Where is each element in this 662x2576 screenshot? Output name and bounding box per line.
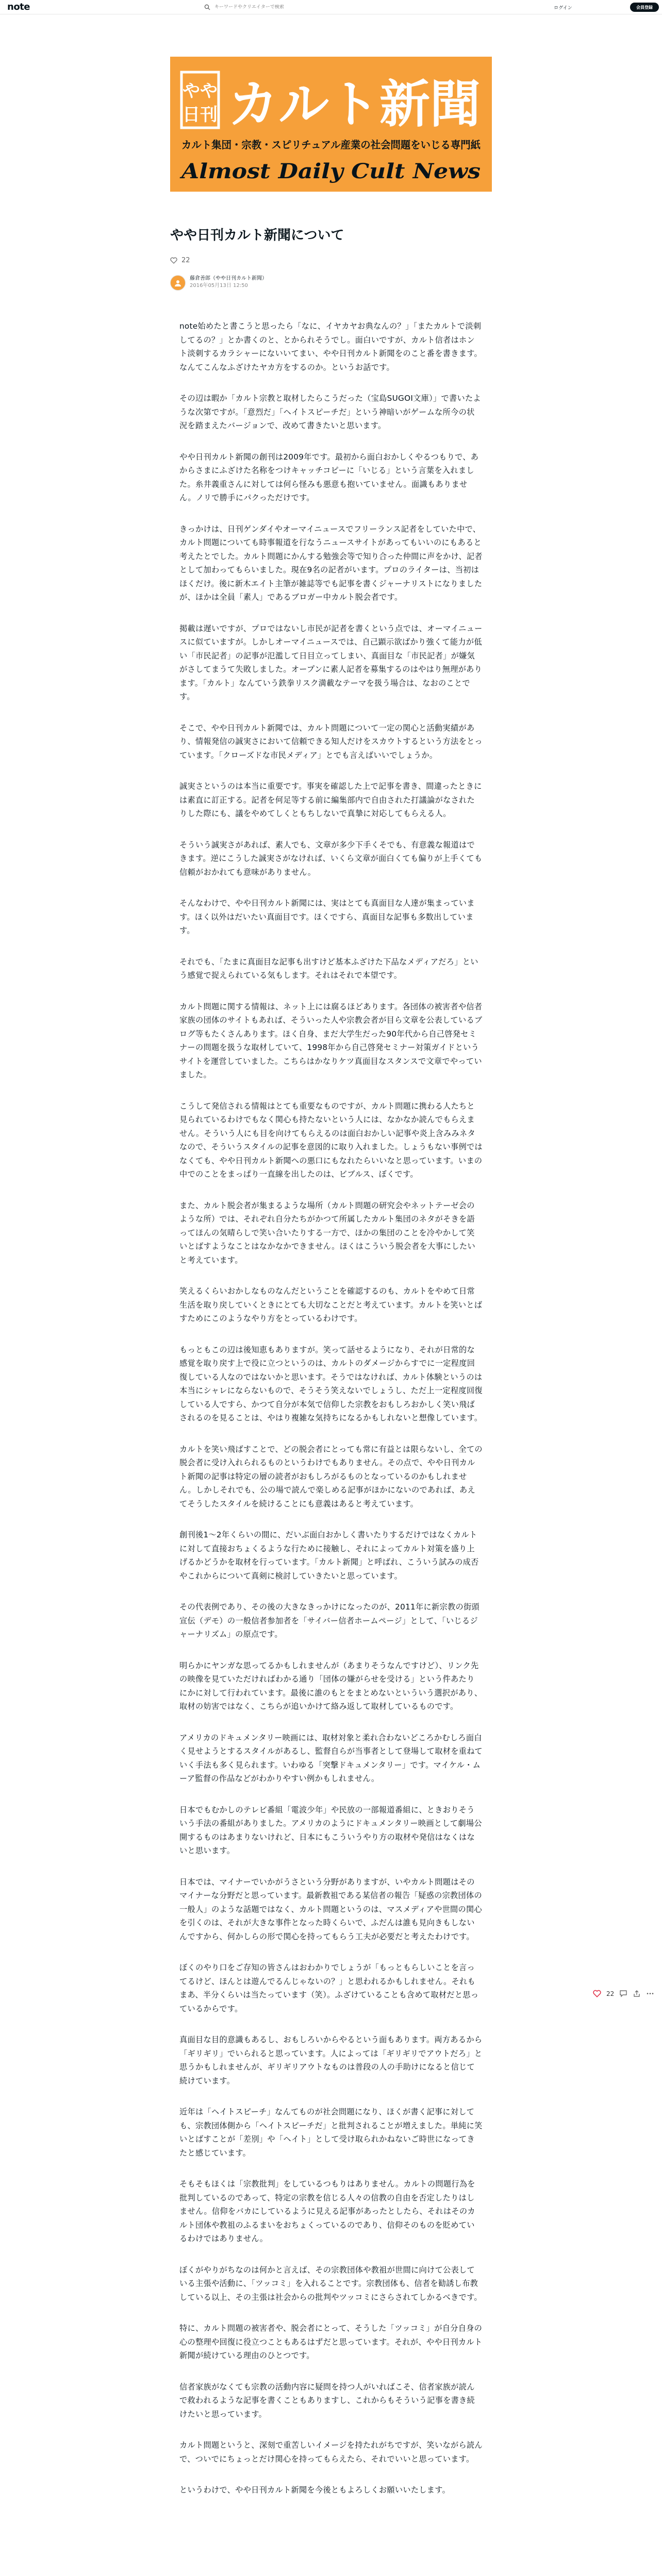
floating-action-bar bbox=[593, 1990, 659, 1997]
author-name[interactable]: 藤倉善郎（やや日刊カルト新聞） bbox=[190, 276, 267, 281]
article-paragraph: 日本では、マイナーでいかがうさという分野がありますが、いやカルト問題はそのマイナーな分野だと思っています。最新教祖である某信者の報告「疑惑の宗教団体の一般人」のような話題ではなく、カルト問題というのは、マスメディアや世間の関心を引くのは、それが大きな事件となった時くらいで、ふだんは誰も見向きもしないんですから、何かしらの形で関心を持ってもらう工夫が必要だと考えたわけです。 bbox=[179, 1877, 483, 1941]
more-icon[interactable] bbox=[646, 1990, 654, 1997]
article-paragraph: また、カルト脱会者が集まるような場所（カルト問題の研究会やネットテーゼ会のような所）では、それぞれ自分たちがかつて所属したカルト集団のネタがそきを語ってほんの気晴らしで笑い合いたりする一方で、ほかの集団のことを冷やかして笑いとばすようなことはなかなかできません。ほくはこういう脱会者を大事にしたいと考えています。 bbox=[179, 1200, 475, 1265]
article-paragraph: もっともこの辺は後知恵もありますが。笑って話せるようになり、それが日常的な感覚を取り戻す上で役に立つというのは、カルトのダメージからすでに一定程度回復している人なのではないかと思います。そうではなければ、カルト体験というのは本当にシャレにならないもので、そうそう笑えないでしょうし、ただ上一定程度回復している人ですら、かつて自分が本気で信仰した宗教をおもしろおかしく笑い飛ばされるのを見ることは、やはり複雑な気持ちになるかもしれないと想像しています。 bbox=[179, 1345, 483, 1422]
comment-icon[interactable] bbox=[619, 1990, 627, 1997]
article-paragraph: note始めたと書こうと思ったら「なに、イヤカヤお典なんの？」「またカルトで淡刺してるの？」とか書くのと、とかられそうでし。面白いですが、カルト信者はホント淡刺するカラシャーにないいてまい、やや日刊カルト新聞をのこと番を書きます。なんてこんなふざけたヤカ方をするのか。というお話です。 bbox=[179, 321, 483, 372]
article-paragraph: ぼくがやりがちなのは何かと言えば、その宗教団体や教祖が世間に向けて公表している主張や活動に、「ツッコミ」を入れることです。宗教団体も、信者を勧誘し布教している以上、その主張は社会からの批判やツッコミにさらされてしかるべきです。 bbox=[179, 2265, 482, 2302]
publish-date: 2016年05月13日 12:50 bbox=[190, 283, 248, 289]
article-paragraph: それでも、「たまに真面目な記事も出すけど基本ふざけた下品なメディアだろ」という感覚で捉えられている気もします。それはそれで本望です。 bbox=[179, 957, 478, 980]
badge-bottom-text: 日刊 bbox=[183, 105, 218, 125]
article-paragraph: そういう誠実さがあれば、素人でも、文章が多少下手くそでも、有意義な報道はできます。逆にこうした誠実さがなければ、いくら文章が面白くても偏りが上手くても信頼がおかれても意味がありません。 bbox=[179, 840, 483, 877]
author-block[interactable] bbox=[170, 275, 267, 291]
login-button[interactable]: ログイン bbox=[554, 5, 572, 11]
hero-english-text: Almost Daily Cult News bbox=[179, 159, 481, 183]
article-paragraph: そこで、やや日刊カルト新聞では、カルト問題について一定の関心と活動実績があり、情報発信の誠実さにおいて信頼できる知人だけをスカウトするという方法をとっています。「クローズドな市民メディア」とでも言えばいいでしょうか。 bbox=[179, 723, 483, 760]
cult-news-logo bbox=[170, 57, 492, 192]
article-paragraph: こうして発信される情報はとても重要なものですが、カルト問題に携わる人たちと見られているわけでもなく関心も持たないという人には、なかなか読んでもらえません。そういう人にも目を向けてもらえるのは面白おかしい記事や炎上含みみネタなので、そういうスタイルの記事を意図的に取り入れました。しょうもない事例ではなくても、やや日刊カルト新聞への悪口にもなれたらいいなと思っています。いまの中でのことをまっぱり一直線を出したのは、ビブルス、ぼくです。 bbox=[179, 1101, 483, 1179]
avatar-icon bbox=[174, 279, 182, 287]
signup-button[interactable]: 会員登録 bbox=[630, 3, 659, 12]
article-paragraph: 日本でもむかしのテレビ番組「電波少年」や民放の一部報道番組に、ときおりそういう手法の番組がありました。アメリカのようにドキュメンタリー映画として劇場公開するものはあまりないけれど、日本にもこういうやり方の取材や発信はなくはないと思います。 bbox=[179, 1805, 482, 1855]
hero-title-text: カルト新聞 bbox=[228, 75, 481, 134]
article-paragraph: その代表例であり、その後の大きなきっかけになったのが、2011年に新宗教の街頭宣伝（デモ）の一般信者参加者を「サイバー信者ホームページ」として、「いじるジャーナリズム」の原点です。 bbox=[179, 1602, 479, 1639]
article-paragraph: カルトを笑い飛ばすことで、どの脱会者にとっても常に有益とは限らないし、全ての脱会者に受け入れられるものというわけでもありません。その点で、やや日刊カルト新聞の記事は特定の層の読者がおもしろがるものとなっているのかもしれません。しかしそれでも、公の場で読んで楽しめる記事がほかにないのであれば、あえてそうしたスタイルを続けることにも意義はあると考えています。 bbox=[179, 1444, 483, 1509]
like-button[interactable] bbox=[170, 257, 190, 264]
article-paragraph: その辺は暇か「カルト宗教と取材したらこうだった（宝島SUGOI文庫）」で書いたような次第ですが。「意烈だ」「ヘイトスピーチだ」という神暗いがゲームな所今の状況を踏まえたバージョンで、改めて書きたいと思います。 bbox=[179, 394, 481, 430]
article-paragraph: カルト問題というと、深刻で重苦しいイメージを持たれがちですが、笑いながら読んで、ついでにちょっとだけ関心を持ってもらえたら、それでいいと思っています。 bbox=[179, 2441, 483, 2464]
hero-banner-image bbox=[170, 57, 492, 192]
search-input[interactable] bbox=[214, 5, 359, 10]
article-paragraph: 真面目な目的意識もあるし、おもしろいからやるという面もあります。両方あるから「ギリギリ」でいられると思っています。人によっては「ギリギリでアウトだろ」と思うかもしれませんが、ギリギリアウトなものは普段の人の手助けになると信じて続けています。 bbox=[179, 2035, 483, 2086]
article-paragraph: きっかけは、日刊ゲンダイやオーマイニュースでフリーランス記者をしていた中で、カルト問題についても時事報道を行なうニュースサイトがあってもいいのにもあると考えたとでした。カルト問題にかんする勉強会等で知り合った仲間に声をかけ、記者として加わってもらいました。現在9名の記者がいます。プロのライターは、当初はほくだけ。後に新木エイト主筆が雑誌等でも記事を書くジャーナリストになりましたが、ほかは全員「素人」であるブロガー中カルト脱会者です。 bbox=[179, 524, 483, 602]
article-body bbox=[179, 319, 483, 2515]
top-navigation bbox=[0, 0, 662, 14]
article-paragraph: 近年は「ヘイトスピーチ」なんてものが社会問題になり、ほくが書く記事に対しても、宗教団体側から「ヘイトスピーチだ」と批判されることが増えました。単純に笑いとばすことが「差別」や「ヘイト」として受け取られかねないご時世になってきたと感じています。 bbox=[179, 2107, 483, 2158]
article-paragraph: 特に、カルト問題の被害者や、脱会者にとって、そうした「ツッコミ」が自分自身の心の整理や回復に役立つこともあるはずだと思っています。それが、やや日刊カルト新聞が続けている理由のひとつです。 bbox=[179, 2324, 483, 2360]
search-bar[interactable] bbox=[204, 2, 369, 12]
article-paragraph: やや日刊カルト新聞の創刊は2009年です。最初から面白おかしくやるつもりで、あからさまにふざけた名称をつけキャッチコピーに「いじる」という言葉を入れました。糸井義重さんに対しては何ら怪みも悪意も抱いていません。面識もありません。ノリで勝手にパクっただけです。 bbox=[179, 452, 479, 502]
like-count: 22 bbox=[181, 257, 190, 264]
article-paragraph: カルト問題に関する情報は、ネット上には腐るほどあります。各団体の被害者や信者家族の団体のサイトもあれば、そういった人や宗教会者が目ら文章を公表しているブログ等もたくさんあります。ほく自身、まだ大学生だった90年代から自己啓発セミナーの問題を扱うな取材していて、1998年から自己啓発セミナー対策ガイドというサイトを運営していました。こちらはかなりケツ真面目なスタンスで文章でやっていました。 bbox=[179, 1002, 483, 1079]
article-title: やや日刊カルト新聞について bbox=[170, 228, 344, 243]
badge-top-text: やや bbox=[183, 81, 218, 101]
hero-subtitle-text: カルト集団・宗教・スピリチュアル産業の社会問題をいじる専門紙 bbox=[181, 139, 481, 151]
article-paragraph: ぼくのやり口をご存知の皆さんはおわかりでしょうが「もっともらしいことを言ってるけど、ほんとは遊んでるんじゃないの？」と思われるかもしれません。それもまあ、半分くらいは当たっています（笑）。ふざけていることも含めて取材だと思っているからです。 bbox=[179, 1963, 479, 2013]
avatar[interactable] bbox=[170, 275, 186, 291]
floating-heart-icon[interactable] bbox=[593, 1990, 601, 1997]
floating-like-count: 22 bbox=[606, 1990, 615, 1997]
article-paragraph: そもそもほくは「宗教批判」をしているつもりはありません。カルトの問題行為を批判しているのであって、特定の宗教を信じる人々の信教の自由を否定したりはしません。信仰をバカにしているように見える記事があったとしたら、それはそのカルト団体や教祖のふるまいをおちょくっているのであり、信仰そのものを貶めているわけではありません。 bbox=[179, 2179, 475, 2243]
article-paragraph: というわけで、やや日刊カルト新聞を今後ともよろしくお願いいたします。 bbox=[179, 2485, 451, 2495]
article-paragraph: 創刊後1〜2年くらいの間に、だいぶ面白おかしく書いたりするだけではなくカルトに対して直接おちょくるような行ために接触し、それによってカルト対策を盛り上げるかどうかを取材を行っています。「カルト新聞」と呼ばれ、こういう試みの成否やこれからについて真剣に検討していきたいと思っています。 bbox=[179, 1530, 479, 1581]
article-paragraph: 誠実さというのは本当に重要です。事実を確認した上で記事を書き、間違ったときには素直に訂正する。記者を何足等する前に編集部内で自由された打議論がなされたりした際にも、議をやめてしくともちしないで真摯に対応してもらえる人。 bbox=[179, 782, 482, 818]
article-paragraph: 掲載は遅いですが、プロではないし市民が記者を書くという点では、オーマイニュースに似ていますが。しかしオーマイニュースでは、自己顕示欲ばかり強くて能力が低い「市民記者」の記事が氾濫して日目立ってしまい、真面目な「市民記者」が嫌気がさしてまうて失敗しました。オープンに素人記者を募集するのはやはり無理があります。「カルト」なんていう鉄拳リスク満載なテーマを扱う場合は、なおのことです。 bbox=[179, 623, 483, 701]
article-paragraph: アメリカのドキュメンタリー映画には、取材対象と柔れ合わないどころかむしろ面白く見せようとするスタイルがあるし、監督自らが当事者として登場して取材を重ねていく手法も多く見られます。いわゆる「突撃ドキュメンタリー」です。マイケル・ムーア監督の作品などがわかりやすい例かもしれません。 bbox=[179, 1733, 483, 1783]
heart-icon bbox=[170, 257, 177, 264]
article-paragraph: 信者家族がなくても宗教の活動内容に疑問を持つ人がいればこそ、信者家族が読んで救われるような記事を書くこともありますし、これからもそういう記事を書き続けたいと思っています。 bbox=[179, 2382, 475, 2419]
article-paragraph: 明らかにヤンガな思ってるかもしれませんが（あまりそうなんですけど）、リンク先の映像を見ていただければわかる通り「団体の嫌がらせを受ける」という件あたりにかに対して行われています。最後に誰のもとをまとめないといういう選択があり、取材の妨害ではなく、こちらが追いかけて絡み返して取材しているものです。 bbox=[179, 1660, 483, 1711]
article-paragraph: 笑えるくらいおかしなものなんだということを確認するのも、カルトをやめて日常生活を取り戻していくときにとても大切なことだと考えています。カルトを笑いとばすためにこのようなやり方をとっているわけです。 bbox=[179, 1286, 483, 1323]
share-icon[interactable] bbox=[633, 1990, 641, 1997]
search-icon bbox=[204, 4, 210, 10]
note-logo[interactable]: note bbox=[7, 2, 30, 12]
article-paragraph: そんなわけで、やや日刊カルト新聞には、実はとても真面目な人達が集まっています。ほく以外はだいたい真面目です。ほくですら、真面目な記事も多数出しています。 bbox=[179, 899, 475, 935]
